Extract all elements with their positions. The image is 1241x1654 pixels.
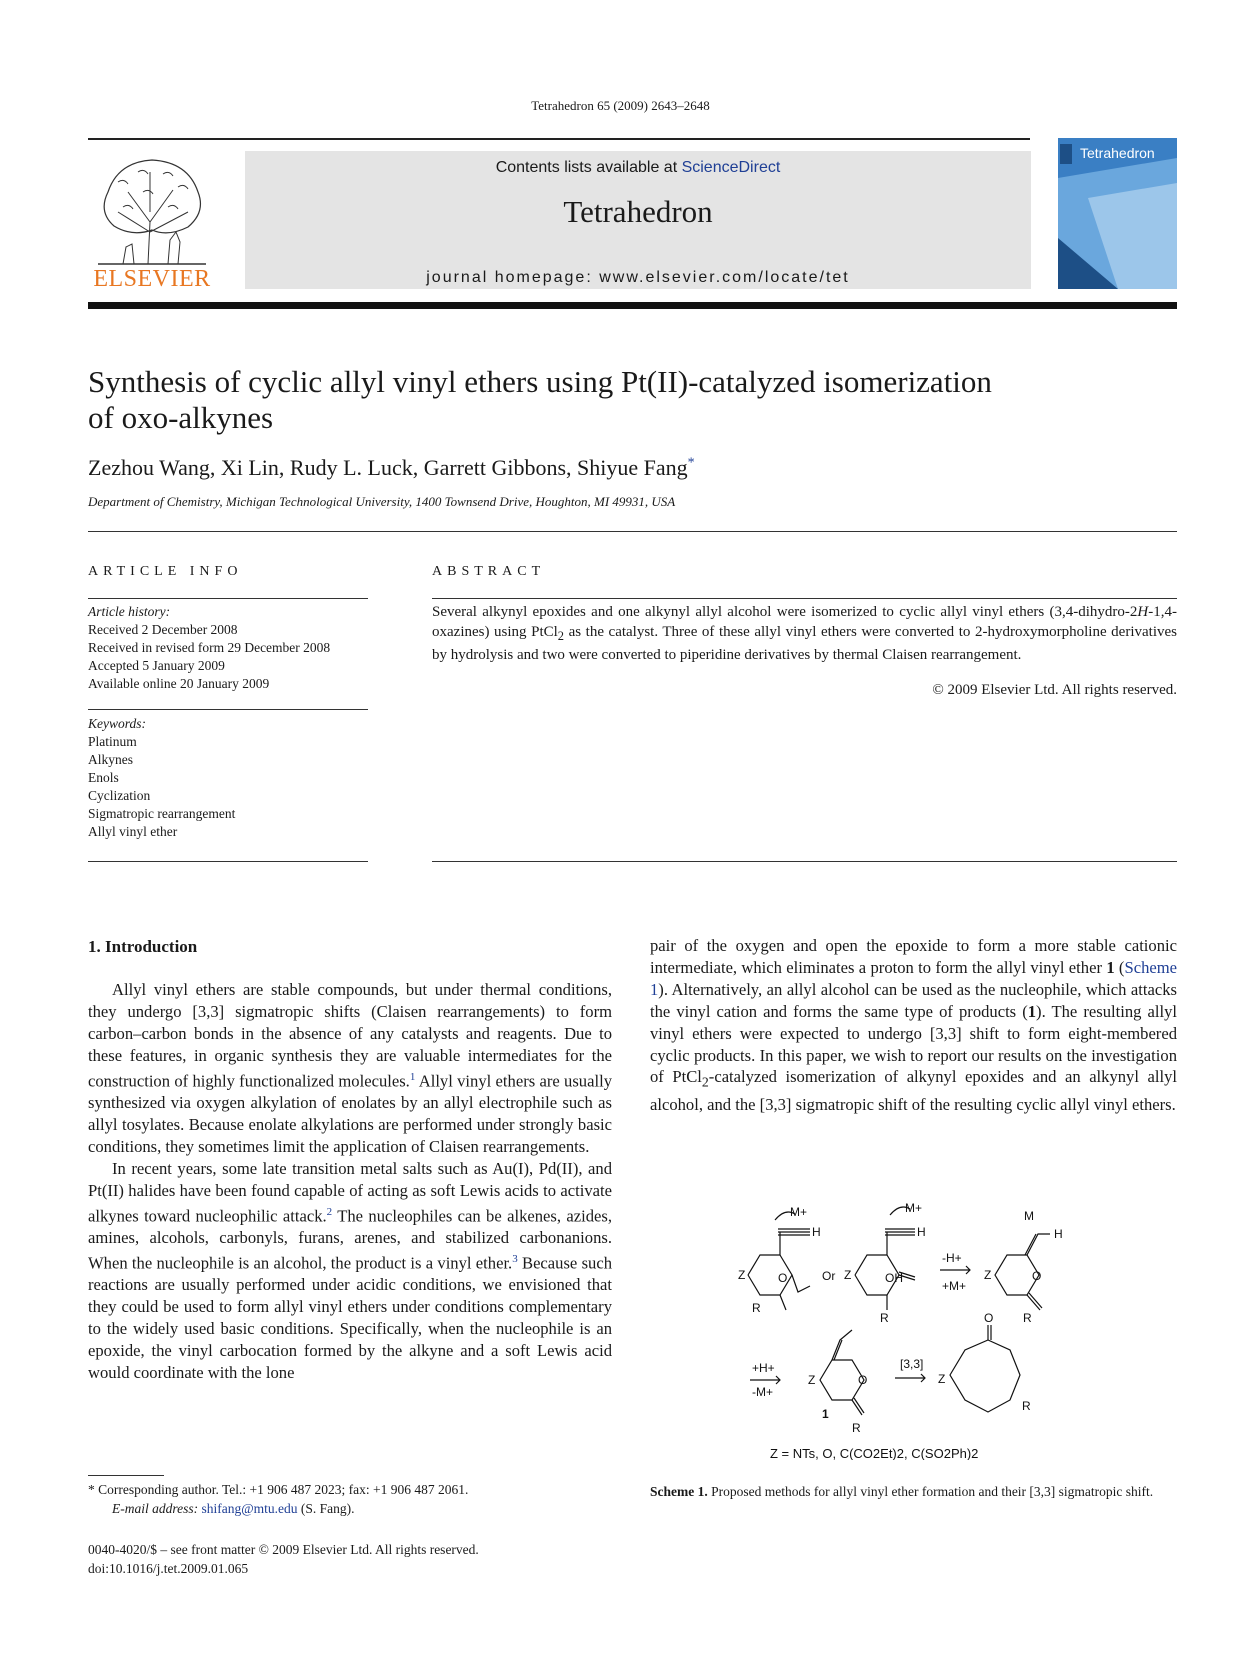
article-title-line-1: Synthesis of cyclic allyl vinyl ethers using Pt(II)-catalyzed isomerization bbox=[88, 364, 992, 399]
scheme-label: R bbox=[852, 1421, 861, 1435]
cover-title: Tetrahedron bbox=[1080, 145, 1155, 161]
compound-number: 1 bbox=[1106, 957, 1115, 977]
history-rule bbox=[88, 709, 368, 710]
history-accepted: Accepted 5 January 2009 bbox=[88, 658, 225, 673]
scheme-label: Z bbox=[844, 1268, 852, 1282]
reference-link[interactable]: 3 bbox=[512, 1252, 518, 1265]
journal-name: Tetrahedron bbox=[563, 194, 713, 229]
body-right-column bbox=[650, 935, 1177, 1116]
corresponding-author-mark[interactable]: * bbox=[687, 455, 695, 471]
affiliation-rule bbox=[88, 531, 1177, 532]
keyword-item: Allyl vinyl ether bbox=[88, 824, 178, 839]
abstract-part: -1,4-oxazines) using PtCl bbox=[432, 604, 1177, 640]
scheme-label: +M+ bbox=[942, 1279, 967, 1293]
scheme-label: H bbox=[1054, 1227, 1063, 1241]
scheme-label: O bbox=[858, 1373, 868, 1387]
header-thick-rule bbox=[88, 302, 1177, 309]
compound-number: 1 bbox=[1027, 1001, 1037, 1021]
scheme-label: H bbox=[812, 1225, 821, 1239]
text-run: ). Alternatively, an allyl alcohol can be used as the nucleophile, which attacks the vinyl cation and forms the same type of products ( bbox=[650, 979, 1177, 1021]
text-run: Because such reactions are usually performed under acidic conditions, we envisioned that they could be used to form allyl vinyl ethers under conditions complementary to the widely used basic conditions. Specifically, when the nucleophile is an epoxide, the vinyl carbocation formed by the alkyne and a soft Lewis acid would coordinate with the lone bbox=[88, 1253, 612, 1382]
scheme-label: R bbox=[752, 1301, 761, 1315]
scheme-label: R bbox=[1023, 1311, 1032, 1325]
keywords-label: Keywords: bbox=[88, 716, 146, 731]
scheme-label: H bbox=[917, 1225, 926, 1239]
abstract-italic: H bbox=[1137, 604, 1149, 620]
compound-label: 1 bbox=[822, 1407, 829, 1421]
footnote-line bbox=[88, 1480, 648, 1499]
author-list bbox=[88, 455, 988, 481]
email-link[interactable]: shifang@mtu.edu bbox=[201, 1501, 298, 1516]
journal-citation: Tetrahedron 65 (2009) 2643–2648 bbox=[531, 98, 710, 113]
journal-banner bbox=[245, 151, 1031, 289]
scheme-label: +H+ bbox=[752, 1361, 775, 1375]
paragraph: pair of the oxygen and open the epoxide to form a more stable cationic intermediate, which eliminates a proton to form the allyl vinyl ether 1 (Scheme 1). Alternatively, an allyl alcohol can be used as the nucleophile, which attacks the vinyl cation and forms the same type of products (1). The resulting allyl vinyl ethers were expected to undergo [3,3] shift to form eight-membered cyclic products. In this paper, we wish to report our results on the investigation of PtCl$_2$-catalyzed isomerization of alkynyl epoxides and an alkynyl allyl alcohol, and the [3,3] sigmatropic shift of the resulting cyclic allyl vinyl ethers. bbox=[650, 936, 1177, 1114]
header-rule bbox=[88, 138, 1030, 140]
scheme-label: Z bbox=[808, 1373, 816, 1387]
scheme-caption bbox=[650, 1483, 1177, 1501]
reference-link[interactable]: 1 bbox=[409, 1070, 416, 1083]
history-revised: Received in revised form 29 December 2008 bbox=[88, 640, 331, 655]
authors-text: Zezhou Wang, Xi Lin, Rudy L. Luck, Garrett Gibbons, Shiyue Fang bbox=[88, 455, 688, 480]
front-matter bbox=[88, 1540, 648, 1578]
journal-cover-thumbnail bbox=[1058, 138, 1177, 289]
introduction-heading: 1. Introduction bbox=[88, 937, 198, 956]
text-run: ). The resulting allyl vinyl ethers were expected to undergo [3,3] shift to form eight-membered cyclic products. In this paper, we wish to report our results on the investigation of PtCl bbox=[650, 1001, 1177, 1087]
text-run: pair of the oxygen and open the epoxide to form a more stable cationic intermediate, which eliminates a proton to form the allyl vinyl ether bbox=[650, 936, 1177, 977]
keyword-item: Platinum bbox=[88, 734, 137, 749]
abstract-copyright: © 2009 Elsevier Ltd. All rights reserved. bbox=[932, 682, 1177, 698]
keyword-item: Enols bbox=[88, 770, 119, 785]
abstract-part: Several alkynyl epoxides and one alkynyl allyl alcohol were isomerized to cyclic allyl vinyl ethers (3,4-dihydro-2 bbox=[432, 604, 1138, 620]
scheme-label: [3,3] bbox=[900, 1357, 924, 1371]
history-label: Article history: bbox=[88, 604, 171, 619]
footnote-line bbox=[88, 1499, 648, 1518]
text-run: Allyl vinyl ethers are usually synthesized via oxygen alkylation of enolates by an allyl electrophile such as allyl tosylates. Because enolate alkylations are performed under strongly basic conditions, they sometimes limit the application of Claisen rearrangements. bbox=[88, 1071, 612, 1156]
article-info-rule bbox=[88, 598, 368, 599]
scheme-label: O bbox=[778, 1271, 788, 1285]
paragraph bbox=[88, 979, 612, 1158]
subscript: 2 bbox=[701, 1074, 709, 1090]
abstract-subscript: 2 bbox=[557, 628, 565, 643]
text-run: The nucleophiles can be alkenes, azides, amines, alcohols, carbonyls, furans, arenes, and stabilized carbonanions. When the nucleophile is an alcohol, the product is a vinyl ether. bbox=[88, 1206, 612, 1273]
reference-link[interactable]: 2 bbox=[326, 1205, 333, 1218]
abstract-text bbox=[432, 603, 1177, 666]
article-info-heading: ARTICLE INFO bbox=[88, 564, 243, 579]
scheme-label: O bbox=[1032, 1269, 1042, 1283]
corresponding-author-footnote bbox=[88, 1480, 648, 1518]
keywords-rule bbox=[88, 861, 368, 862]
email-label: E-mail address: bbox=[112, 1501, 202, 1516]
journal-homepage[interactable]: journal homepage: www.elsevier.com/locate/tet bbox=[426, 269, 850, 286]
contents-line bbox=[245, 159, 1031, 177]
footnote-text: (S. Fang). bbox=[297, 1501, 355, 1516]
scheme-label: M+ bbox=[790, 1205, 808, 1219]
text-run: In recent years, some late transition metal salts such as Au(I), Pd(II), and Pt(II) halides have been found capable of acting as soft Lewis acids to activate alkynes toward nucleophilic attack. bbox=[88, 1158, 612, 1226]
scheme-label: R bbox=[1022, 1399, 1031, 1413]
doi[interactable]: doi:10.1016/j.tet.2009.01.065 bbox=[88, 1561, 249, 1576]
scheme-label: M bbox=[1024, 1209, 1034, 1223]
sciencedirect-link[interactable]: ScienceDirect bbox=[681, 159, 781, 176]
caption-label: Scheme 1. bbox=[650, 1484, 708, 1499]
abstract-rule bbox=[432, 598, 1177, 599]
abstract-part: as the catalyst. Three of these allyl vinyl ethers were converted to 2-hydroxymorpholine derivatives by hydrolysis and two were converted to piperidine derivatives by thermal Claisen rearrangement. bbox=[432, 623, 1177, 664]
front-matter-line: 0040-4020/$ – see front matter © 2009 Elsevier Ltd. All rights reserved. bbox=[88, 1542, 479, 1557]
text-run: Allyl vinyl ethers are stable compounds, but under thermal conditions, they undergo [3,3] sigmatropic shifts (Claisen rearrangements) to form carbon–carbon bonds in the absence of any catalysts and reagents. Due to these features, in organic synthesis they are valuable intermediates for the construction of highly functionalized molecules. bbox=[88, 980, 612, 1091]
footnote-rule bbox=[88, 1475, 164, 1476]
footnote-star: * bbox=[88, 1482, 95, 1497]
scheme-label: Z bbox=[738, 1268, 746, 1282]
scheme-label: -M+ bbox=[752, 1385, 773, 1399]
keyword-item: Cyclization bbox=[88, 788, 151, 803]
affiliation: Department of Chemistry, Michigan Technological University, 1400 Townsend Drive, Houghton, MI 49931, USA bbox=[88, 494, 676, 509]
keyword-item: Alkynes bbox=[88, 752, 133, 767]
history-online: Available online 20 January 2009 bbox=[88, 676, 270, 691]
scheme-label: Or bbox=[822, 1269, 836, 1283]
scheme-label: OH bbox=[885, 1271, 903, 1285]
article-title bbox=[88, 364, 1088, 436]
footnote-text: Corresponding author. Tel.: +1 906 487 2023; fax: +1 906 487 2061. bbox=[94, 1482, 469, 1497]
keywords bbox=[88, 715, 378, 841]
caption-text: Proposed methods for allyl vinyl ether formation and their [3,3] sigmatropic shift. bbox=[707, 1484, 1154, 1499]
article-history bbox=[88, 603, 378, 693]
scheme-label: -H+ bbox=[942, 1251, 962, 1265]
paragraph bbox=[88, 1158, 612, 1384]
history-received: Received 2 December 2008 bbox=[88, 622, 238, 637]
keyword-item: Sigmatropic rearrangement bbox=[88, 806, 236, 821]
text-run: -catalyzed isomerization of alkynyl epoxides and an alkynyl allyl alcohol, and the [3,3] sigmatropic shift of the resulting cyclic allyl vinyl ethers. bbox=[650, 1067, 1177, 1114]
body-left-column bbox=[88, 979, 612, 1384]
scheme-link[interactable]: Scheme 1 bbox=[650, 957, 1177, 999]
scheme-label: O bbox=[984, 1311, 994, 1325]
abstract-heading: ABSTRACT bbox=[432, 564, 546, 579]
scheme-z-definition: Z = NTs, O, C(CO2Et)2, C(SO2Ph)2 bbox=[770, 1446, 979, 1460]
abstract-bottom-rule bbox=[432, 861, 1177, 862]
scheme-label: Z bbox=[938, 1372, 946, 1386]
article-title-line-2: of oxo-alkynes bbox=[88, 400, 274, 435]
scheme-label: Z bbox=[984, 1268, 992, 1282]
scheme-1-diagram bbox=[720, 1200, 1120, 1460]
publisher-wordmark: ELSEVIER bbox=[93, 266, 211, 292]
scheme-label: M+ bbox=[905, 1201, 923, 1215]
scheme-label: R bbox=[880, 1311, 889, 1325]
contents-prefix: Contents lists available at bbox=[495, 159, 682, 176]
